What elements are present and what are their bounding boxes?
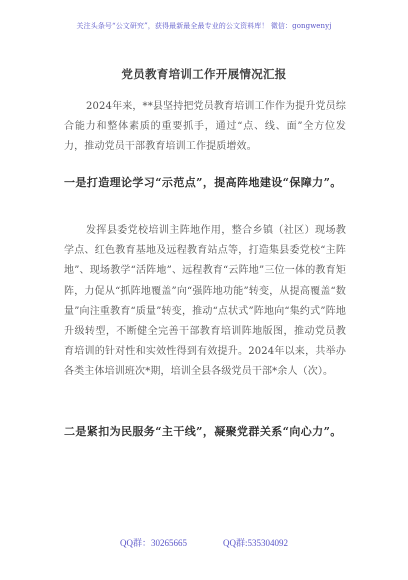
footer-contacts xyxy=(0,536,408,549)
section-body-1: 发挥县委党校培训主阵地作用，整合乡镇（社区）现场教学点、红色教育基地及远程教育站点等，打造集县委党校“主阵地”、现场教学“活阵地”、远程教育“云阵地”三位一体的教育矩阵，力促从“抓阵地覆盖”向“强阵地功能”转变，从提高覆盖“数量”向注重教育“质量”转变，推动“点状式”阵地向“集约式”阵地升级转型，不断健全完善干部教育培训阵地版图，推动党员教育培训的针对性和实效性得到有效提升。2024年以来，共举办各类主体培训班次*期，培训全县各级党员干部*余人（次）。 xyxy=(64,225,346,378)
footer-qq-service: QQ群：30265665 xyxy=(120,538,187,548)
header-banner: 关注头条号“公文研究”，获得最新最全最专业的公文资料库！ 微信：gongwenyj xyxy=(76,22,332,30)
document-title: 党员教育培训工作开展情况汇报 xyxy=(121,67,287,81)
intro-paragraph: 2024年来，**县坚持把党员教育培训工作作为提升党员综合能力和整体素质的重要抓手，通过“点、线、面”全方位发力，推动党员干部教育培训工作提质增效。 xyxy=(64,101,346,153)
section-heading-1: 一是打造理论学习“示范点”，提高阵地建设“保障力”。 xyxy=(64,176,342,189)
section-heading-2: 二是紧扣为民服务“主干线”，凝聚党群关系“向心力”。 xyxy=(64,425,342,438)
footer-qq-group: QQ群:535304092 xyxy=(223,538,288,548)
